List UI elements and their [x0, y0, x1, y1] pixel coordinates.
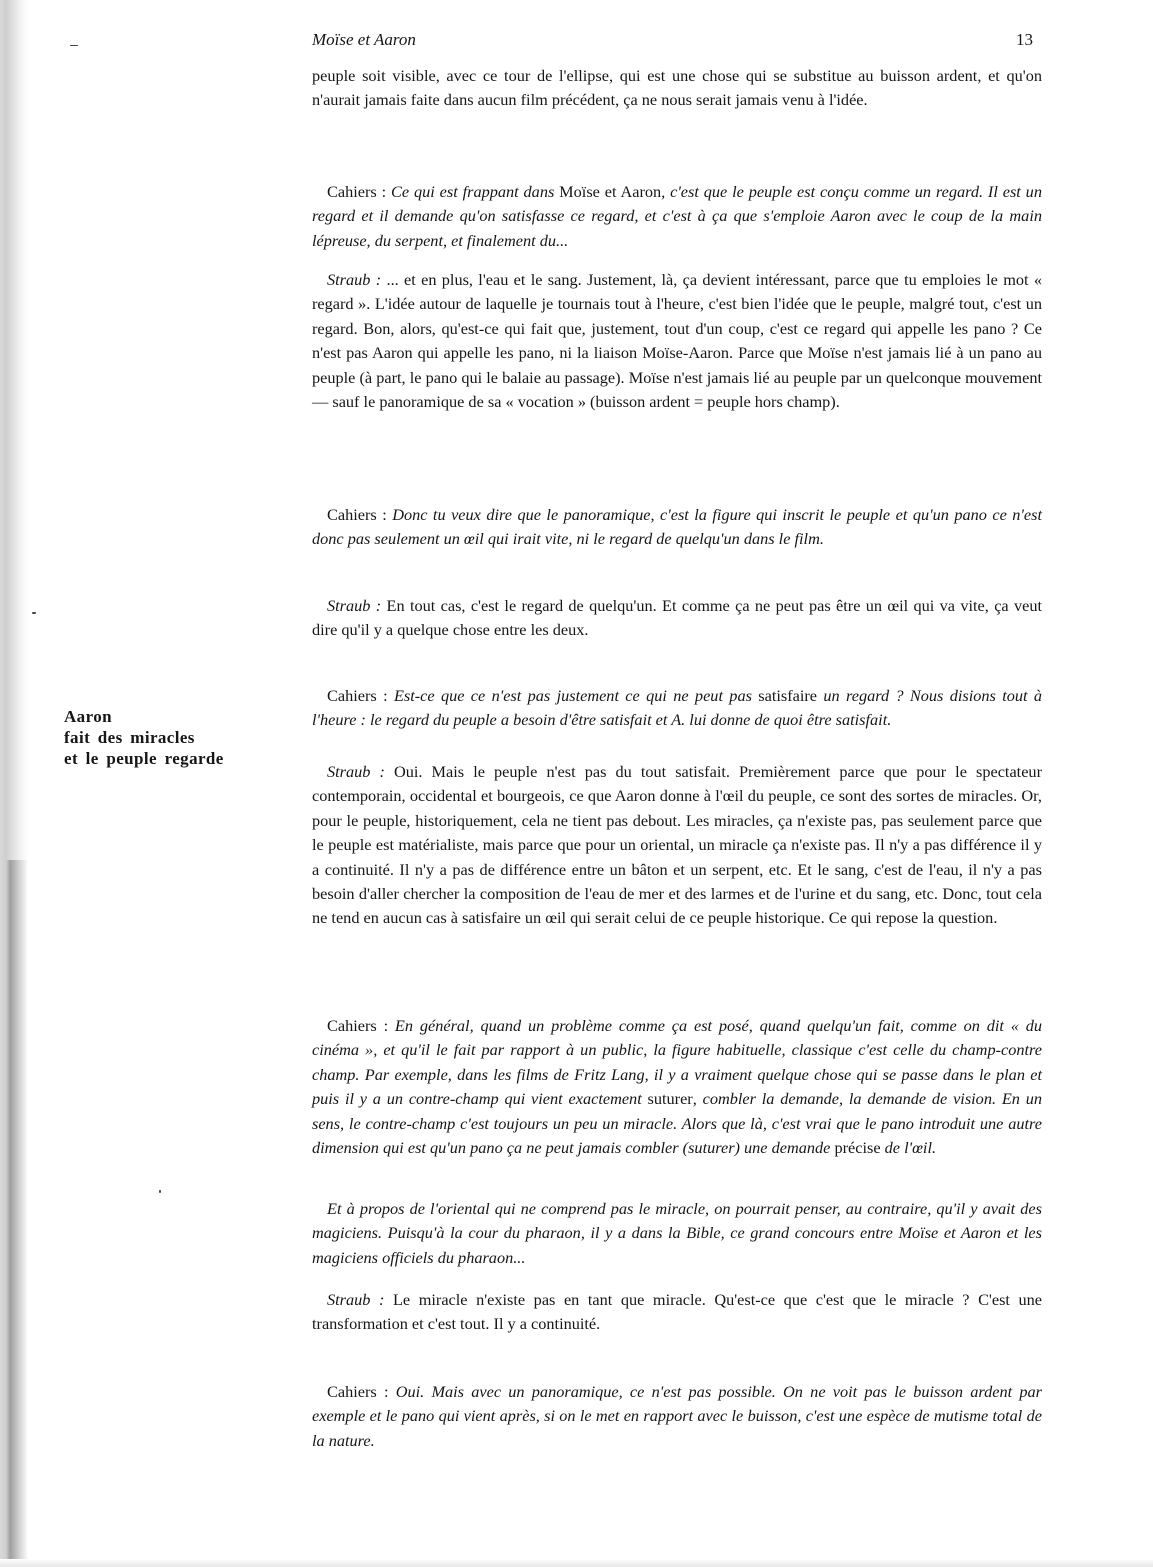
dialogue-paragraph-straub	[312, 760, 1042, 931]
speaker-name: Cahiers	[327, 1382, 377, 1401]
italic-text: Et à propos de l'oriental qui ne comprend pas le miracle, on pourrait penser, au contraire, qu'il y avait des magiciens. Puisqu'à la cour du pharaon, il y a dans la Bible, ce grand concours entre Moïse et Aaron et les magiciens officiels du pharaon...	[312, 1199, 1042, 1267]
speaker-separator: :	[376, 505, 393, 524]
paragraph-text: ... et en plus, l'eau et le sang. Justement, là, ça devient intéressant, parce que tu emploies le mot « regard ». L'idée autour de laquelle je tournais tout à l'heure, c'est bien l'idée que le peuple, malgré tout, c'est un regard. Bon, alors, qu'est-ce qui fait que, justement, tout d'un coup, c'est ce regard qui appelle les pano ? Ce n'est pas Aaron qui appelle les pano, ni la liaison Moïse-Aaron. Parce que Moïse n'est jamais lié à un pano au peuple (à part, le pano qui le balaie au passage). Moïse n'est jamais lié au peuple par un quelconque mouvement — sauf le panoramique de sa « vocation » (buisson ardent = peuple hors champ).	[312, 270, 1042, 412]
speaker-name: Cahiers	[327, 1016, 377, 1035]
italic-text: Oui. Mais avec un panoramique, ce n'est pas possible. On ne voit pas le buisson ardent par exemple et le pano qui vient après, si on le met en rapport avec le buisson, c'est une espèce de mutisme total de la nature.	[312, 1382, 1042, 1450]
speaker-separator: :	[370, 270, 387, 289]
speaker-name: Cahiers	[327, 505, 377, 524]
marginal-heading-line: Aaron	[64, 707, 112, 726]
paragraph-text: En tout cas, c'est le regard de quelqu'un. Et comme ça ne peut pas être un œil qui va vite, ça veut dire qu'il y a quelque chose entre les deux.	[312, 596, 1043, 640]
dialogue-paragraph-cahiers	[312, 684, 1042, 733]
paragraph-continuation	[312, 64, 1042, 113]
marginal-heading-line: fait des miracles	[64, 728, 195, 747]
marginal-heading	[64, 706, 284, 769]
speaker-separator: :	[376, 1016, 395, 1035]
scan-speck	[159, 1190, 161, 1193]
page-number: 13	[1016, 30, 1033, 49]
italic-text: , c'est que le peuple est conçu comme un regard. Il est un regard et il demande qu'on satisfasse ce regard, et c'est à ça que s'emploie Aaron avec le coup de la main lépreuse, du serpent, et finalement du...	[312, 182, 1042, 250]
dialogue-paragraph-cahiers	[312, 503, 1042, 552]
italic-text: de l'œil.	[880, 1138, 937, 1158]
speaker-separator: :	[376, 182, 391, 201]
dialogue-paragraph-cahiers-continued	[312, 1197, 1042, 1270]
page-binding-shadow-lower	[6, 860, 28, 1567]
marginal-heading-line: et le peuple regarde	[64, 749, 224, 768]
paragraph-text: Le miracle n'existe pas en tant que miracle. Qu'est-ce que c'est que le miracle ? C'est une transformation et c'est tout. Il y a continuité.	[312, 1290, 1043, 1334]
speaker-name: Cahiers	[327, 182, 377, 201]
paragraph-text: Oui. Mais le peuple n'est pas du tout satisfait. Premièrement parce que pour le spectateur contemporain, occidental et bourgeois, ce que Aaron donne à l'œil du peuple, ce sont des sortes de miracles. Or, pour le peuple, historiquement, cela ne tient pas debout. Les miracles, ça n'existe pas, pas seulement parce que le peuple est matérialiste, mais parce que pour un oriental, un miracle ça n'existe pas. Il n'y a pas différence il y a continuité. Il n'y a pas de différence entre un bâton et un serpent, etc. Et le sang, c'est de l'eau, il n'y a pas besoin d'aller chercher la composition de l'eau de mer et des larmes et de l'urine et du sang, etc. Donc, tout cela ne tend en aucun cas à satisfaire un œil qui serait celui de ce peuple historique. Ce qui repose la question.	[312, 762, 1042, 928]
page-bottom-edge	[0, 1559, 1153, 1567]
paragraph-text: peuple soit visible, avec ce tour de l'ellipse, qui est une chose qui se substitue au buisson ardent, et qu'on n'aurait jamais faite dans aucun film précédent, ça ne nous serait jamais venu à l'idée.	[312, 66, 1042, 110]
italic-text: En général, quand un problème comme ça est posé, quand quelqu'un fait, comme on dit « du cinéma », et qu'il le fait par rapport à un public, la figure habituelle, classique c'est celle du champ-contre champ. Par exemple, dans les films de Fritz Lang, il y a vraiment quelque chose qui se passe dans le plan et puis il y a un contre-champ qui vient exactement	[312, 1016, 1042, 1109]
italic-text: Ce qui est frappant dans	[391, 182, 560, 201]
italic-text: Est-ce que ce n'est pas justement ce qui ne peut pas	[393, 686, 759, 705]
roman-text: suturer	[647, 1089, 693, 1109]
dialogue-paragraph-straub	[312, 594, 1042, 643]
speaker-separator: :	[376, 1382, 396, 1401]
speaker-separator: :	[370, 1290, 393, 1309]
speaker-name: Straub	[327, 1290, 371, 1309]
roman-text: précise	[834, 1138, 881, 1158]
roman-text: satisfaire	[758, 686, 818, 705]
scan-speck	[70, 45, 78, 46]
scan-speck	[32, 612, 36, 614]
italic-text: un regard ? Nous disions tout à l'heure : le regard du peuple a besoin d'être satisfait et A. lui donne de quoi être satisfait.	[312, 686, 1042, 730]
italic-text: , combler la demande, la demande de vision. En un sens, le contre-champ c'est toujours un peu un miracle. Alors que là, c'est vrai que le pano introduit une autre dimension qui est qu'un pano ça ne peut jamais combler (suturer) une demande	[312, 1089, 1042, 1158]
speaker-name: Straub	[327, 596, 371, 615]
dialogue-paragraph-cahiers	[312, 180, 1042, 253]
speaker-separator: :	[370, 762, 394, 781]
speaker-name: Straub	[327, 270, 371, 289]
dialogue-paragraph-straub	[312, 268, 1042, 414]
speaker-separator: :	[376, 686, 394, 705]
running-title: Moïse et Aaron	[312, 30, 416, 49]
roman-title: Moïse et Aaron	[559, 182, 662, 201]
speaker-separator: :	[370, 596, 387, 615]
italic-text: Donc tu veux dire que le panoramique, c'est la figure qui inscrit le peuple et qu'un pano ce n'est donc pas seulement un œil qui irait vite, ni le regard de quelqu'un dans le film.	[312, 505, 1042, 549]
dialogue-paragraph-cahiers	[312, 1380, 1042, 1453]
dialogue-paragraph-cahiers	[312, 1014, 1042, 1160]
speaker-name: Cahiers	[327, 686, 377, 705]
speaker-name: Straub	[327, 762, 371, 781]
dialogue-paragraph-straub	[312, 1288, 1042, 1337]
